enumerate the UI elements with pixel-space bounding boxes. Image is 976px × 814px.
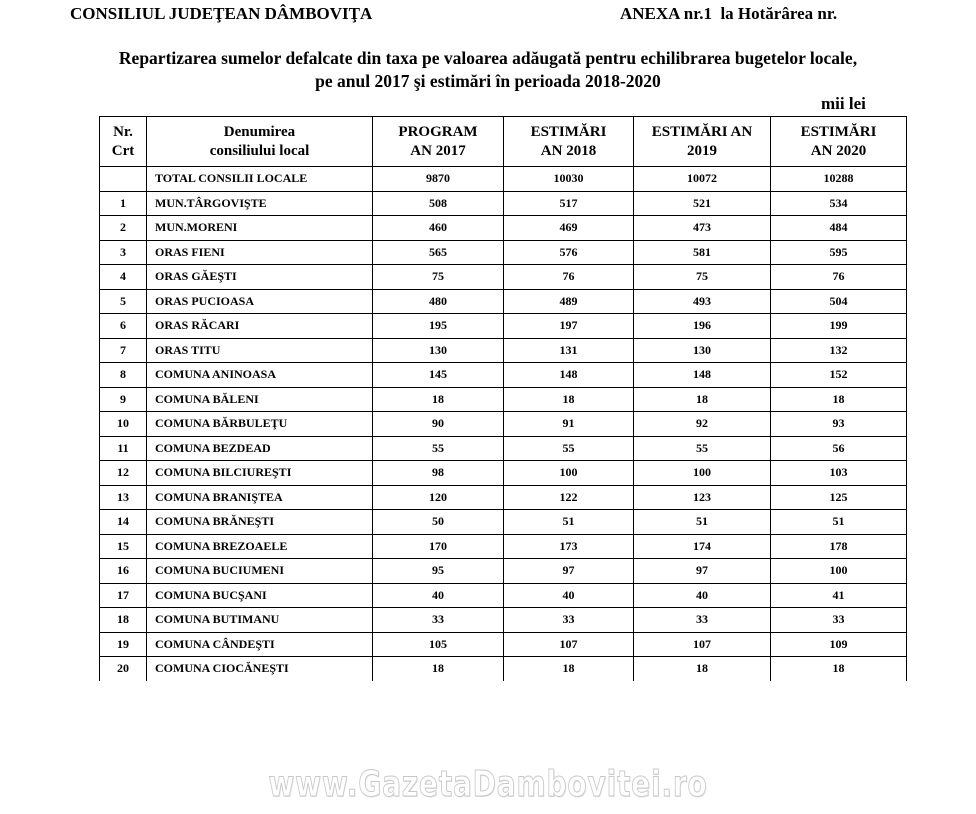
row-value-2020: 152 [771, 363, 907, 388]
row-value-2020: 484 [771, 216, 907, 241]
table-row [100, 436, 907, 461]
row-value-2019: 473 [634, 216, 771, 241]
row-number: 3 [100, 240, 147, 265]
row-council-name: COMUNA BREZOAELE [147, 534, 373, 559]
table-row [100, 485, 907, 510]
row-number: 9 [100, 387, 147, 412]
table-row [100, 559, 907, 584]
row-council-name: COMUNA CIOCĂNEŞTI [147, 657, 373, 681]
table-row [100, 583, 907, 608]
row-value-2020: 132 [771, 338, 907, 363]
row-number: 4 [100, 265, 147, 290]
row-number: 11 [100, 436, 147, 461]
row-value-2020: 51 [771, 510, 907, 535]
row-council-name: COMUNA BUCŞANI [147, 583, 373, 608]
row-number: 17 [100, 583, 147, 608]
row-value-2019: 148 [634, 363, 771, 388]
row-value-2017: 50 [373, 510, 504, 535]
row-council-name: COMUNA BRĂNEŞTI [147, 510, 373, 535]
table-row [100, 412, 907, 437]
document-title-line2: pe anul 2017 şi estimări în perioada 2018-2020 [315, 71, 661, 91]
row-number: 1 [100, 191, 147, 216]
table-row [100, 363, 907, 388]
row-value-2017: 105 [373, 632, 504, 657]
row-council-name: COMUNA BUTIMANU [147, 608, 373, 633]
row-council-name: COMUNA BILCIUREŞTI [147, 461, 373, 486]
row-value-2019: 123 [634, 485, 771, 510]
row-number: 14 [100, 510, 147, 535]
row-value-2018: 122 [504, 485, 634, 510]
table-row [100, 608, 907, 633]
header-2020-line1: ESTIMĂRI [800, 123, 877, 140]
row-value-2020: 18 [771, 657, 907, 681]
row-value-2020: 93 [771, 412, 907, 437]
row-value-2020: 125 [771, 485, 907, 510]
row-value-2020: 18 [771, 387, 907, 412]
row-value-2017: 170 [373, 534, 504, 559]
row-value-2019: 493 [634, 289, 771, 314]
row-value-2018: 131 [504, 338, 634, 363]
table-row [100, 289, 907, 314]
row-value-2019: 33 [634, 608, 771, 633]
row-council-name: COMUNA CÂNDEŞTI [147, 632, 373, 657]
table-row [100, 632, 907, 657]
row-number: 8 [100, 363, 147, 388]
table-row [100, 510, 907, 535]
row-value-2017: 9870 [373, 167, 504, 192]
table-row [100, 314, 907, 339]
row-value-2020: 103 [771, 461, 907, 486]
row-value-2020: 595 [771, 240, 907, 265]
row-number: 10 [100, 412, 147, 437]
row-value-2019: 97 [634, 559, 771, 584]
row-council-name: ORAS FIENI [147, 240, 373, 265]
allocation-table [99, 116, 907, 681]
header-2020-line2: AN 2020 [810, 142, 867, 159]
header-2018 [504, 117, 634, 167]
row-value-2017: 145 [373, 363, 504, 388]
table-row [100, 338, 907, 363]
table-row [100, 534, 907, 559]
header-nr [100, 117, 147, 167]
row-value-2017: 33 [373, 608, 504, 633]
row-value-2020: 56 [771, 436, 907, 461]
header-2019-line1: ESTIMĂRI AN [651, 123, 753, 140]
header-nr-line1: Nr. [113, 123, 133, 140]
row-value-2019: 55 [634, 436, 771, 461]
row-council-name: COMUNA BĂRBULEŢU [147, 412, 373, 437]
row-number: 12 [100, 461, 147, 486]
row-value-2018: 197 [504, 314, 634, 339]
row-value-2017: 480 [373, 289, 504, 314]
row-value-2020: 10288 [771, 167, 907, 192]
row-value-2019: 51 [634, 510, 771, 535]
row-number: 5 [100, 289, 147, 314]
row-value-2020: 199 [771, 314, 907, 339]
row-value-2019: 100 [634, 461, 771, 486]
row-value-2018: 40 [504, 583, 634, 608]
row-value-2018: 107 [504, 632, 634, 657]
row-value-2019: 18 [634, 657, 771, 681]
document-title-line1: Repartizarea sumelor defalcate din taxa pe valoarea adăugată pentru echilibrarea bugetelor locale, [118, 48, 858, 68]
header-2017-line2: AN 2017 [410, 142, 466, 159]
row-value-2020: 109 [771, 632, 907, 657]
row-value-2019: 521 [634, 191, 771, 216]
header-name-line1: Denumirea [223, 123, 296, 140]
row-number [100, 167, 147, 192]
row-council-name: ORAS TITU [147, 338, 373, 363]
header-2019-line2: 2019 [687, 142, 717, 159]
header-2019 [634, 117, 771, 167]
row-number: 6 [100, 314, 147, 339]
header-2020 [771, 117, 907, 167]
annex-reference: ANEXA nr.1 la Hotărârea nr. [620, 4, 838, 23]
row-value-2018: 91 [504, 412, 634, 437]
row-value-2018: 18 [504, 387, 634, 412]
row-value-2017: 18 [373, 387, 504, 412]
row-value-2018: 148 [504, 363, 634, 388]
row-value-2018: 18 [504, 657, 634, 681]
row-value-2017: 195 [373, 314, 504, 339]
row-value-2019: 174 [634, 534, 771, 559]
row-value-2017: 98 [373, 461, 504, 486]
row-value-2018: 517 [504, 191, 634, 216]
row-value-2017: 18 [373, 657, 504, 681]
council-name: CONSILIUL JUDEŢEAN DÂMBOVIŢA [70, 4, 373, 23]
row-value-2019: 10072 [634, 167, 771, 192]
row-value-2019: 581 [634, 240, 771, 265]
table-row [100, 240, 907, 265]
header-2018-line2: AN 2018 [540, 142, 597, 159]
table-row [100, 657, 907, 681]
table-row-total [100, 167, 907, 192]
row-value-2019: 130 [634, 338, 771, 363]
row-value-2020: 33 [771, 608, 907, 633]
row-value-2018: 489 [504, 289, 634, 314]
row-value-2020: 41 [771, 583, 907, 608]
row-value-2020: 76 [771, 265, 907, 290]
header-2017-line1: PROGRAM [398, 123, 478, 140]
row-value-2019: 196 [634, 314, 771, 339]
row-council-name: ORAS GĂEŞTI [147, 265, 373, 290]
row-value-2020: 534 [771, 191, 907, 216]
row-number: 19 [100, 632, 147, 657]
header-name [147, 117, 373, 167]
row-value-2017: 460 [373, 216, 504, 241]
row-value-2017: 90 [373, 412, 504, 437]
row-value-2018: 100 [504, 461, 634, 486]
row-council-name: ORAS RĂCARI [147, 314, 373, 339]
row-value-2017: 565 [373, 240, 504, 265]
unit-label: mii lei [821, 94, 866, 113]
row-number: 16 [100, 559, 147, 584]
row-value-2017: 40 [373, 583, 504, 608]
row-value-2018: 33 [504, 608, 634, 633]
table-row [100, 461, 907, 486]
header-nr-line2: Crt [111, 142, 135, 159]
header-2018-line1: ESTIMĂRI [530, 123, 607, 140]
row-value-2020: 178 [771, 534, 907, 559]
row-value-2019: 40 [634, 583, 771, 608]
site-watermark: www.GazetaDambovitei.ro [268, 764, 708, 805]
header-2017 [373, 117, 504, 167]
row-council-name: COMUNA BRANIŞTEA [147, 485, 373, 510]
row-value-2019: 107 [634, 632, 771, 657]
row-number: 7 [100, 338, 147, 363]
row-council-name: ORAS PUCIOASA [147, 289, 373, 314]
row-number: 18 [100, 608, 147, 633]
table-header-row [100, 117, 907, 167]
row-value-2019: 92 [634, 412, 771, 437]
table-row [100, 191, 907, 216]
table-row [100, 387, 907, 412]
row-value-2018: 97 [504, 559, 634, 584]
row-value-2017: 55 [373, 436, 504, 461]
row-value-2018: 469 [504, 216, 634, 241]
row-value-2018: 51 [504, 510, 634, 535]
row-number: 13 [100, 485, 147, 510]
row-council-name: COMUNA ANINOASA [147, 363, 373, 388]
row-council-name: COMUNA BUCIUMENI [147, 559, 373, 584]
row-value-2018: 55 [504, 436, 634, 461]
table-row [100, 265, 907, 290]
row-council-name: COMUNA BEZDEAD [147, 436, 373, 461]
row-value-2018: 173 [504, 534, 634, 559]
row-value-2017: 95 [373, 559, 504, 584]
row-value-2017: 120 [373, 485, 504, 510]
row-value-2018: 76 [504, 265, 634, 290]
row-council-name: MUN.TÂRGOVIŞTE [147, 191, 373, 216]
row-value-2019: 75 [634, 265, 771, 290]
row-value-2020: 504 [771, 289, 907, 314]
row-council-name: COMUNA BĂLENI [147, 387, 373, 412]
row-value-2018: 576 [504, 240, 634, 265]
header-name-line2: consiliului local [209, 142, 310, 159]
row-number: 15 [100, 534, 147, 559]
row-number: 2 [100, 216, 147, 241]
row-value-2017: 75 [373, 265, 504, 290]
row-value-2020: 100 [771, 559, 907, 584]
row-number: 20 [100, 657, 147, 681]
row-value-2017: 130 [373, 338, 504, 363]
row-value-2018: 10030 [504, 167, 634, 192]
table-row [100, 216, 907, 241]
row-council-name: TOTAL CONSILII LOCALE [147, 167, 373, 192]
row-value-2017: 508 [373, 191, 504, 216]
row-council-name: MUN.MORENI [147, 216, 373, 241]
row-value-2019: 18 [634, 387, 771, 412]
